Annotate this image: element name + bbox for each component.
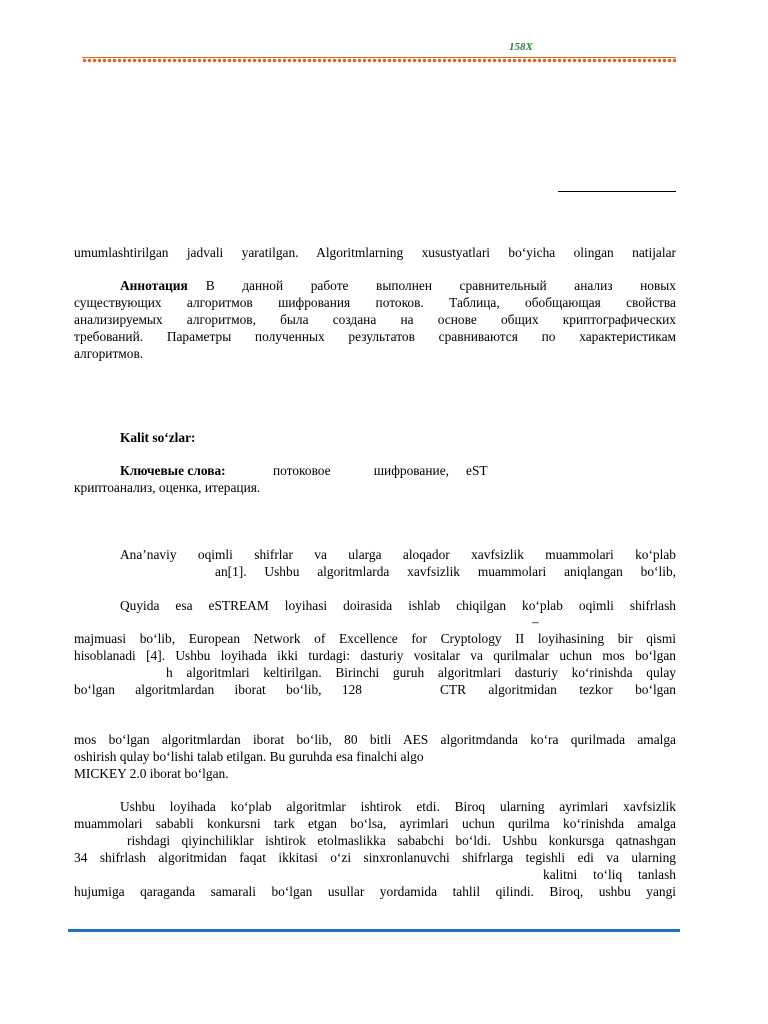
journal-code: 158X — [509, 41, 533, 53]
keywords-ru-line2: криптоанализ, оценка, итерация. — [74, 480, 261, 495]
keywords-ru-line1-b: eST — [466, 463, 488, 478]
keywords-ru-label: Ключевые слова: — [120, 463, 226, 478]
body-p4-line1: Ushbu loyihada ko‘plab algoritmlar ishtirok etdi. Biroq ularning ayrimlari xavfsizlik — [120, 799, 676, 814]
body-p4-line5: kalitni to‘liq tanlash — [543, 867, 676, 882]
body-p3-line2: oshirish qulay bo‘lishi talab etilgan. Bu guruhda esa finalchi algo — [74, 749, 424, 764]
keywords-ru-line1: потоковое шифрование, — [273, 463, 449, 478]
abstract-ru-line3: анализируемых алгоритмов, была создана на основе общих криптографических — [74, 312, 676, 327]
body-p2-line1: Quyida esa eSTREAM loyihasi doirasida ishlab chiqilgan ko‘plab oqimli shifrlash — [120, 598, 676, 613]
body-p2-line5-a: bo‘lgan algoritmlardan iborat bo‘lib, 128 — [74, 682, 362, 697]
body-p2-line2: majmuasi bo‘lib, European Network of Excellence for Cryptology II loyihasining bir qismi — [74, 631, 676, 646]
header-ornamental-rule — [82, 57, 676, 63]
body-p1-line1: Ana’naviy oqimli shifrlar va ularga aloqador xavfsizlik muammolari ko‘plab — [120, 547, 676, 562]
abstract-ru-line2: существующих алгоритмов шифрования потоков. Таблица, обобщающая свойства — [74, 295, 676, 310]
body-p4-line2: muammolari sababli konkursni tark etgan bo‘lsa, ayrimlari uchun qurilma ko‘rinishda amalga — [74, 816, 676, 831]
abstract-ru-line4: требований. Параметры полученных результатов сравниваются по характеристикам — [74, 329, 676, 344]
abstract-ru-line5: алгоритмов. — [74, 346, 144, 361]
footnote-rule — [558, 191, 676, 192]
body-p2-line3: hisoblanadi [4]. Ushbu loyihada ikki turdagi: dasturiy vositalar va qurilmalar uchun mos bo‘lgan — [74, 648, 676, 663]
body-p4-line3: rishdagi qiyinchiliklar ishtirok etolmaslikka sababchi bo‘ldi. Ushbu konkursga qatnashgan — [127, 833, 676, 848]
body-p4-line6: hujumiga qaraganda samarali bo‘lgan usullar yordamida tahlil qilindi. Biroq, ushbu yangi — [74, 884, 676, 899]
body-p3-line1: mos bo‘lgan algoritmlardan iborat bo‘lib, 80 bitli AES algoritmdanda ko‘ra qurilmada amalga — [74, 732, 676, 747]
keywords-uz-label: Kalit so‘zlar: — [120, 430, 196, 445]
body-p2-dash: – — [532, 614, 539, 629]
abstract-ru-text: В данной работе выполнен сравнительный анализ новых — [205, 278, 676, 293]
body-p2-line4: h algoritmlari keltirilgan. Birinchi guruh algoritmlari dasturiy ko‘rinishda qulay — [166, 665, 676, 680]
abstract-ru-label: Аннотация — [120, 278, 188, 293]
body-p1-line2: an[1]. Ushbu algoritmlarda xavfsizlik muammolari aniqlangan bo‘lib, — [215, 564, 676, 579]
intro-fragment-line: umumlashtirilgan jadvali yaratilgan. Algoritmlarning xusustyatlari bo‘yicha olingan natijalar — [74, 245, 676, 260]
body-p3-line3: MICKEY 2.0 iborat bo‘lgan. — [74, 766, 229, 781]
body-p4-line4: 34 shifrlash algoritmidan faqat ikkitasi o‘zi sinxronlanuvchi shifrlarga tegishli edi va ularning — [74, 850, 676, 865]
abstract-ru-line1 — [120, 277, 676, 294]
body-p2-line5-b: CTR algoritmidan tezkor bo‘lgan — [440, 682, 676, 697]
footer-rule — [68, 929, 680, 932]
